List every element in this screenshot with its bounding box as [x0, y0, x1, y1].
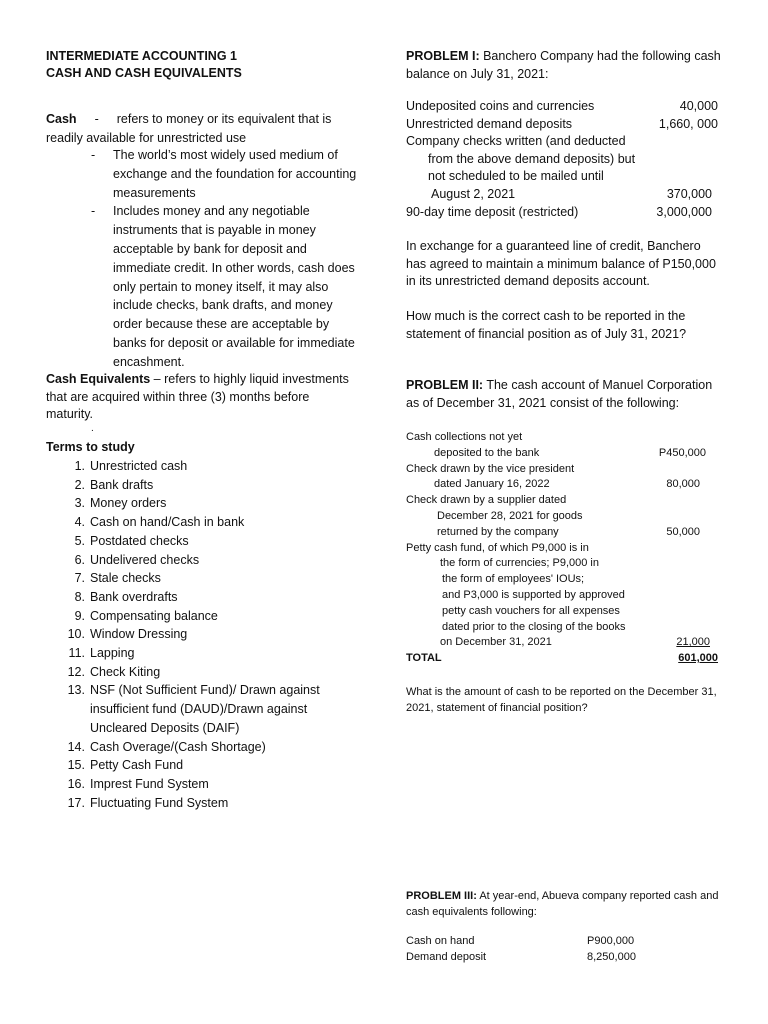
p2-line: Check drawn by a supplier dated [406, 494, 567, 507]
p2-line: Petty cash fund, of which P9,000 is in [406, 541, 589, 554]
p2-row: on December 31, 2021 21,000 [440, 636, 710, 649]
p2-line: December 28, 2021 for goods [437, 509, 583, 522]
term-item: 1. Unrestricted cash [74, 459, 188, 473]
p3-row: Demand deposit 8,250,000 [406, 950, 636, 963]
problem-3-intro: PROBLEM III: At year-end, Abueva company reported cash and cash equivalents following: [406, 890, 719, 918]
cash-bullet-list [91, 146, 363, 372]
problem-2-question: What is the amount of cash to be reported on the December 31, 2021, statement of financial position? [406, 686, 717, 714]
term-item: 15. Petty Cash Fund [67, 758, 184, 773]
p2-line: the form of currencies; P9,000 in [440, 557, 599, 570]
problem-2-intro: PROBLEM II: The cash account of Manuel Corporation as of December 31, 2021 consist of the following: [406, 378, 713, 410]
problem-1-question: How much is the correct cash to be reported in the statement of financial position as of July 31, 2021? [406, 309, 687, 341]
term-item: 4. Cash on hand/Cash in bank [74, 515, 245, 530]
term-item: 13. NSF (Not Sufficient Fund)/ Drawn against insufficient fund (DAUD)/Drawn against Uncleared Deposits (DAIF) [67, 683, 320, 735]
problem-1-paragraph: In exchange for a guaranteed line of credit, Banchero has agreed to maintain a minimum balance of P150,000 in its unrestricted demand deposits account. [406, 239, 716, 288]
course-title: INTERMEDIATE ACCOUNTING 1 [46, 49, 237, 63]
cash-def-line2: readily available for unrestricted use [46, 130, 247, 145]
dot-mark: . [91, 423, 94, 434]
p2-line: and P3,000 is supported by approved [442, 588, 625, 601]
problem-2-label: PROBLEM II: [406, 378, 484, 392]
terms-heading: Terms to study [46, 440, 135, 454]
term-item: 16. Imprest Fund System [67, 776, 209, 791]
term-item: 17. Fluctuating Fund System [67, 795, 229, 810]
problem-3-label: PROBLEM III: [406, 890, 477, 902]
term-item: 3. Money orders [74, 496, 167, 511]
term-item: 9. Compensating balance [74, 608, 218, 623]
p2-total-row [406, 651, 720, 667]
p2-row: returned by the company 50,000 [437, 525, 700, 538]
total-label: TOTAL [406, 652, 442, 665]
problem-1-label: PROBLEM I: [406, 49, 480, 63]
p1-row: Unrestricted demand deposits 1,660, 000 [406, 116, 718, 131]
cash-equivalents-term: Cash Equivalents [46, 372, 151, 386]
term-item: 12. Check Kiting [67, 664, 161, 679]
problem-1-intro: PROBLEM I: Banchero Company had the following cash balance on July 31, 2021: [406, 49, 721, 81]
topic-title: CASH AND CASH EQUIVALENTS [46, 66, 242, 80]
p1-checks-line2: from the above demand deposits) but [428, 151, 636, 166]
cash-definition [46, 110, 366, 148]
term-item: 6. Undelivered checks [74, 552, 200, 567]
p2-line: Cash collections not yet [406, 431, 523, 443]
problem-1-table [406, 98, 718, 221]
document-title [46, 48, 242, 82]
p1-checks-line3: not scheduled to be mailed until [428, 169, 604, 184]
total-amount: 601,000 [678, 652, 718, 665]
term-item: 7. Stale checks [74, 571, 161, 586]
p2-line: the form of employees' IOUs; [442, 573, 585, 586]
cash-equivalents-text: – refers to highly liquid investments that are acquired within three (3) months before maturity. [46, 372, 349, 421]
term-item: 14. Cash Overage/(Cash Shortage) [67, 739, 266, 754]
problem-2-table [406, 430, 720, 667]
term-item: 5. Postdated checks [74, 533, 189, 548]
p2-line: Check drawn by the vice president [406, 462, 575, 475]
p1-row: Undeposited coins and currencies 40,000 [406, 99, 718, 113]
p2-row: dated January 16, 2022 80,000 [434, 478, 700, 491]
p2-row: deposited to the bank P450,000 [434, 446, 706, 459]
term-item: 2. Bank drafts [74, 477, 154, 492]
term-item: 10. Window Dressing [67, 627, 188, 642]
terms-list [46, 457, 346, 812]
cash-bullet: - The world’s most widely used medium of exchange and the foundation for accounting measurements [91, 146, 363, 202]
cash-dash: - [94, 112, 99, 126]
p1-row: 90-day time deposit (restricted) 3,000,000 [406, 204, 712, 219]
p1-row: August 2, 2021 370,000 [431, 186, 712, 201]
p2-line: dated prior to the closing of the books [442, 620, 626, 633]
cash-def-line1: refers to money or its equivalent that is [116, 112, 332, 126]
p3-row: Cash on hand P900,000 [406, 935, 635, 947]
term-item: 11. Lapping [68, 646, 135, 661]
p2-line: petty cash vouchers for all expenses [442, 604, 620, 617]
problem-3-table [406, 934, 646, 966]
cash-bullet: - Includes money and any negotiable instruments that is payable in money acceptable by bank for deposit and immediate credit. In other words, cash does only pertain to money itself, it may also include checks, bank drafts, and money order because these are acceptable by banks for deposit or available for immediate encashment. [91, 202, 363, 371]
p1-checks-line1: Company checks written (and deducted [406, 134, 626, 149]
term-item: 8. Bank overdrafts [74, 589, 178, 604]
cash-equivalents-definition [46, 371, 356, 424]
cash-term: Cash [46, 112, 77, 126]
